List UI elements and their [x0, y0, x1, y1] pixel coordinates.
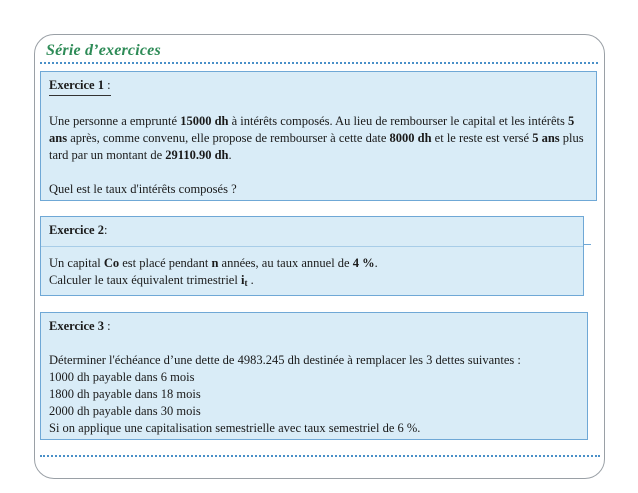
exercise-1-question: Quel est le taux d'intérêts composés ?	[49, 182, 237, 196]
exercise-3-debt-item: 2000 dh payable dans 30 mois	[49, 404, 201, 418]
exercise-1-statement	[49, 113, 588, 164]
exercise-2-text: .	[374, 256, 378, 270]
exercise-2-capital: Co	[103, 256, 120, 270]
exercise-1-text: après, comme convenu, elle propose de rembourser à cette date	[67, 131, 390, 145]
exercise-1-duration: 5 ans	[49, 114, 575, 145]
exercise-2-body	[41, 247, 583, 292]
header-rule-edge	[583, 244, 591, 245]
exercise-2-colon: :	[103, 223, 108, 237]
bottom-divider	[40, 455, 600, 457]
exercise-1-text: à intérêts composés. Au lieu de rembourser le capital et les intérêts	[228, 114, 568, 128]
exercise-2-text: Un capital	[49, 256, 104, 270]
exercise-1-heading	[49, 77, 588, 96]
exercise-1-box	[40, 71, 597, 201]
exercise-1-loan-amount: 15000 dh	[180, 114, 229, 128]
exercise-1-colon: :	[103, 78, 111, 92]
exercise-2-text: Calculer le taux équivalent trimestriel	[49, 273, 241, 287]
exercise-2-statement	[49, 255, 575, 272]
spacer	[49, 164, 588, 181]
exercise-1-head	[49, 77, 111, 96]
exercise-2-label: Exercice 2	[49, 223, 104, 237]
exercise-3-condition: Si on applique une capitalisation semestrielle avec taux semestriel de 6 %.	[49, 421, 421, 435]
exercise-2-text: est placé pendant	[119, 256, 212, 270]
exercise-3-label: Exercice 3	[49, 319, 104, 333]
exercise-2-text: .	[247, 273, 254, 287]
exercise-1-text: Une personne a emprunté	[49, 114, 181, 128]
exercise-1-later-duration: 5 ans	[532, 131, 560, 145]
exercise-2-question	[49, 272, 575, 292]
exercise-3-debt-item: 1000 dh payable dans 6 mois	[49, 370, 195, 384]
spacer	[49, 96, 588, 113]
spacer	[49, 335, 579, 352]
exercise-2-text: années, au taux annuel de	[218, 256, 353, 270]
exercise-2-rate-symbol: i	[240, 273, 245, 287]
exercise-1-final-amount: 29110.90 dh	[165, 148, 229, 162]
exercise-1-text: plus tard par un montant de	[49, 131, 584, 162]
exercise-3-intro: Déterminer l'échéance d’une dette de 4983.245 dh destinée à remplacer les 3 dettes suivantes :	[49, 353, 521, 367]
exercise-3-debt-item: 1800 dh payable dans 18 mois	[49, 387, 201, 401]
exercise-3-heading	[49, 318, 579, 335]
exercise-2-years-variable: n	[211, 256, 219, 270]
exercise-3-colon: :	[103, 319, 111, 333]
title-underline	[40, 62, 598, 64]
exercise-1-text: .	[228, 148, 232, 162]
exercise-1-partial-amount: 8000 dh	[389, 131, 432, 145]
exercise-1-text: et le reste est versé	[431, 131, 533, 145]
exercise-3-box	[40, 312, 588, 440]
exercise-2-header	[41, 217, 583, 247]
exercise-1-label: Exercice 1	[49, 78, 104, 92]
slide-title: Série d’exercices	[46, 42, 161, 59]
exercise-2-rate-subscript: t	[244, 278, 248, 288]
exercise-2-box	[40, 216, 584, 296]
exercise-2-rate: 4 %	[352, 256, 375, 270]
